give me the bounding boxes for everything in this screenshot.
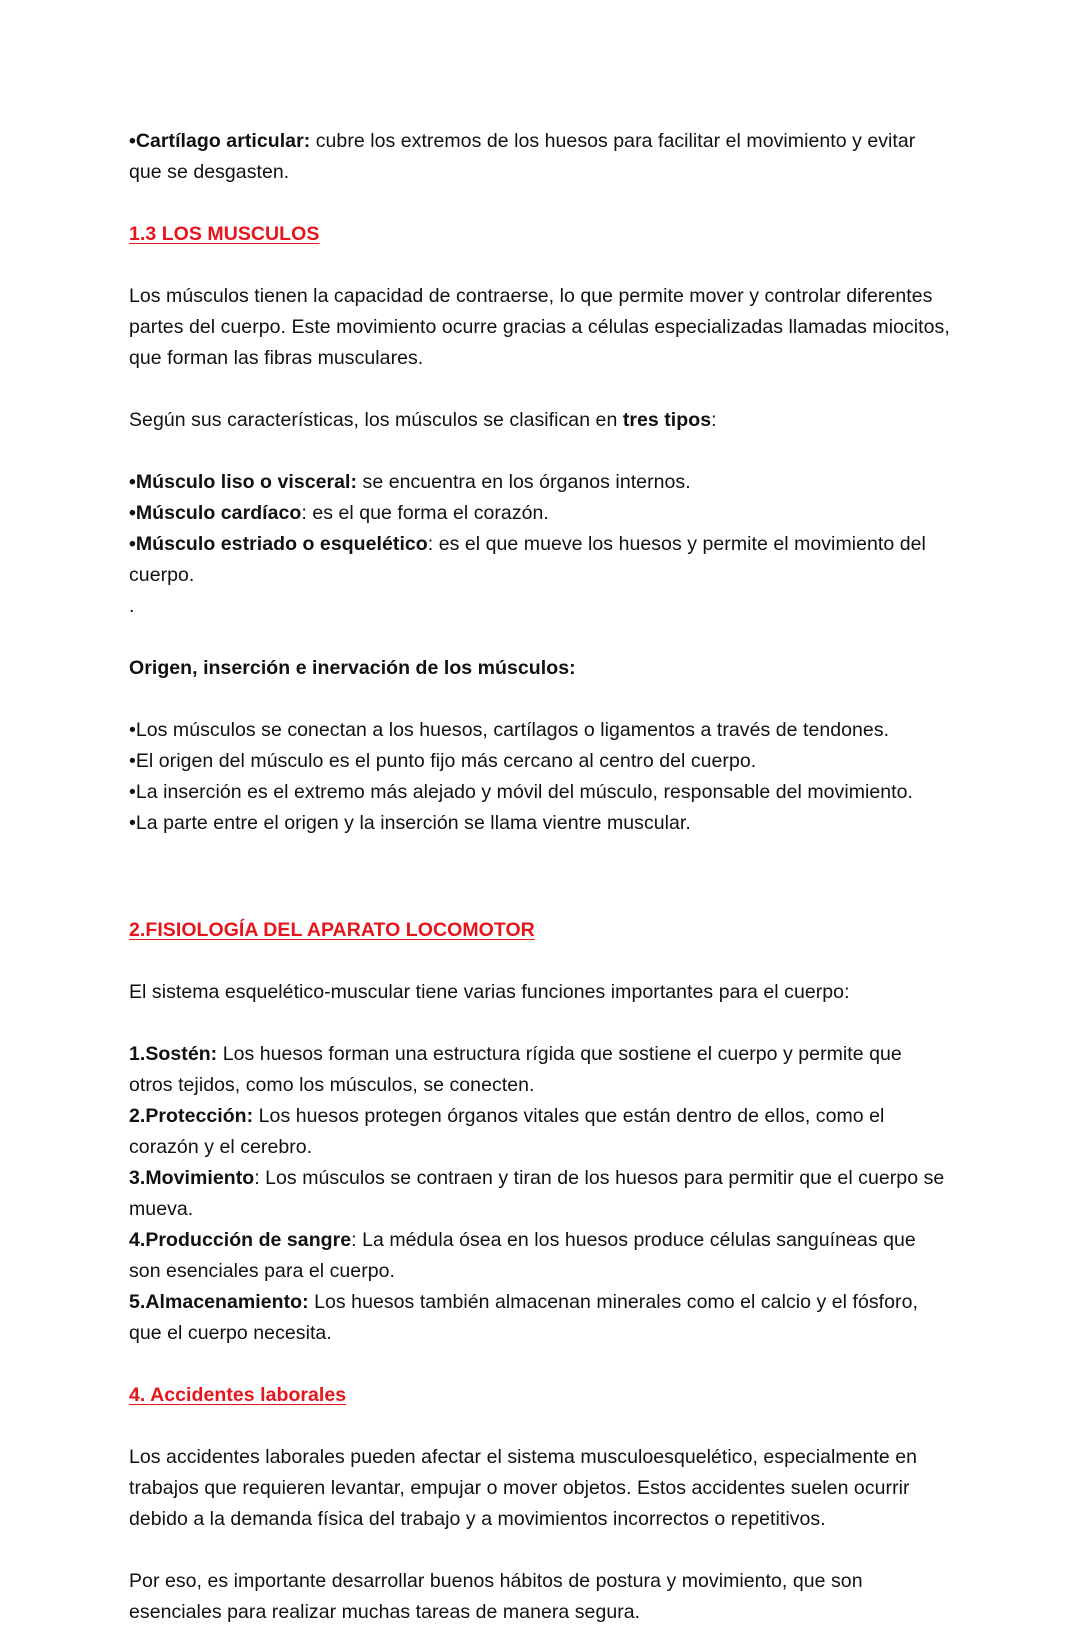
heading-accidentes-wrap bbox=[129, 1380, 950, 1411]
spacer bbox=[129, 250, 950, 281]
bullet-musculo-estriado-label: •Músculo estriado o esquelético bbox=[129, 533, 428, 555]
bullet-cartilago-articular-label: •Cartílago articular: bbox=[129, 130, 311, 152]
item-proteccion-label: 2.Protección: bbox=[129, 1105, 254, 1127]
bullet-cartilago-articular-text: cubre los extremos de los huesos para facilitar el movimiento y evitar que se desgasten. bbox=[129, 130, 916, 183]
list-item bbox=[129, 467, 950, 498]
spacer bbox=[129, 436, 950, 467]
list-item: •La parte entre el origen y la inserción se llama vientre muscular. bbox=[129, 812, 691, 834]
spacer bbox=[129, 839, 950, 915]
item-proteccion-text: Los huesos protegen órganos vitales que están dentro de ellos, como el corazón y el cerebro. bbox=[129, 1105, 885, 1158]
paragraph-clasificacion-bold: tres tipos bbox=[622, 409, 712, 431]
heading-los-musculos: 1.3 LOS MUSCULOS bbox=[129, 223, 320, 245]
spacer bbox=[129, 1411, 950, 1442]
spacer bbox=[129, 1008, 950, 1039]
heading-fisiologia-aparato-locomotor: 2.FISIOLOGÍA DEL APARATO LOCOMOTOR bbox=[129, 919, 535, 941]
item-produccion-sangre-label: 4.Producción de sangre bbox=[129, 1229, 352, 1251]
heading-fisiologia-wrap bbox=[129, 915, 950, 946]
bullet-cartilago-articular bbox=[129, 126, 950, 188]
list-item: •Los músculos se conectan a los huesos, cartílagos o ligamentos a través de tendones. bbox=[129, 719, 890, 741]
bullet-musculo-cardiaco-label: •Músculo cardíaco bbox=[129, 502, 302, 524]
heading-accidentes-laborales: 4. Accidentes laborales bbox=[129, 1384, 347, 1406]
list-item bbox=[129, 1225, 950, 1287]
list-item bbox=[129, 498, 950, 529]
paragraph-musculos: Los músculos tienen la capacidad de contraerse, lo que permite mover y controlar diferentes partes del cuerpo. Este movimiento ocurre gracias a células especializadas llamadas miocitos, que forman las fibras musculares. bbox=[129, 285, 950, 369]
paragraph-accidentes-1: Los accidentes laborales pueden afectar el sistema musculoesquelético, especialmente en trabajos que requieren levantar, empujar o mover objetos. Estos accidentes suelen ocurrir debido a la demanda física del trabajo y a movimientos incorrectos o repetitivos. bbox=[129, 1446, 918, 1530]
item-almacenamiento-label: 5.Almacenamiento: bbox=[129, 1291, 309, 1313]
list-item bbox=[129, 1287, 950, 1349]
stray-period-line: . bbox=[129, 595, 135, 617]
bullet-musculo-liso-text: se encuentra en los órganos internos. bbox=[357, 471, 691, 493]
bullet-musculo-estriado-text: : es el que mueve los huesos y permite el movimiento del cuerpo. bbox=[129, 533, 926, 586]
spacer bbox=[129, 374, 950, 405]
list-item bbox=[129, 1163, 950, 1225]
document-body bbox=[129, 126, 950, 1628]
heading-origen-insercion: Origen, inserción e inervación de los músculos: bbox=[129, 657, 576, 679]
list-item bbox=[129, 1101, 950, 1163]
paragraph-fisiologia: El sistema esquelético-muscular tiene varias funciones importantes para el cuerpo: bbox=[129, 981, 850, 1003]
paragraph-clasificacion-lead: Según sus características, los músculos se clasifican en bbox=[129, 409, 623, 431]
spacer bbox=[129, 622, 950, 653]
bullet-musculo-liso-label: •Músculo liso o visceral: bbox=[129, 471, 358, 493]
bullet-musculo-cardiaco-text: : es el que forma el corazón. bbox=[301, 502, 549, 524]
item-movimiento-text: : Los músculos se contraen y tiran de los huesos para permitir que el cuerpo se mueva. bbox=[129, 1167, 945, 1220]
item-produccion-sangre-text: : La médula ósea en los huesos produce células sanguíneas que son esenciales para el cuerpo. bbox=[129, 1229, 916, 1282]
spacer bbox=[129, 684, 950, 715]
paragraph-clasificacion bbox=[129, 405, 950, 436]
spacer bbox=[129, 188, 950, 219]
spacer bbox=[129, 946, 950, 977]
spacer bbox=[129, 1349, 950, 1380]
paragraph-accidentes-2: Por eso, es importante desarrollar buenos hábitos de postura y movimiento, que son esenciales para realizar muchas tareas de manera segura. bbox=[129, 1570, 863, 1623]
item-sosten-label: 1.Sostén: bbox=[129, 1043, 218, 1065]
spacer bbox=[129, 1535, 950, 1566]
list-item: •La inserción es el extremo más alejado y móvil del músculo, responsable del movimiento. bbox=[129, 781, 914, 803]
list-item bbox=[129, 1039, 950, 1101]
heading-los-musculos-wrap bbox=[129, 219, 950, 250]
item-almacenamiento-text: Los huesos también almacenan minerales como el calcio y el fósforo, que el cuerpo necesita. bbox=[129, 1291, 918, 1344]
list-item: •El origen del músculo es el punto fijo más cercano al centro del cuerpo. bbox=[129, 750, 757, 772]
paragraph-clasificacion-tail: : bbox=[711, 409, 717, 431]
item-sosten-text: Los huesos forman una estructura rígida que sostiene el cuerpo y permite que otros tejidos, como los músculos, se conecten. bbox=[129, 1043, 902, 1096]
list-item bbox=[129, 529, 950, 591]
item-movimiento-label: 3.Movimiento bbox=[129, 1167, 255, 1189]
